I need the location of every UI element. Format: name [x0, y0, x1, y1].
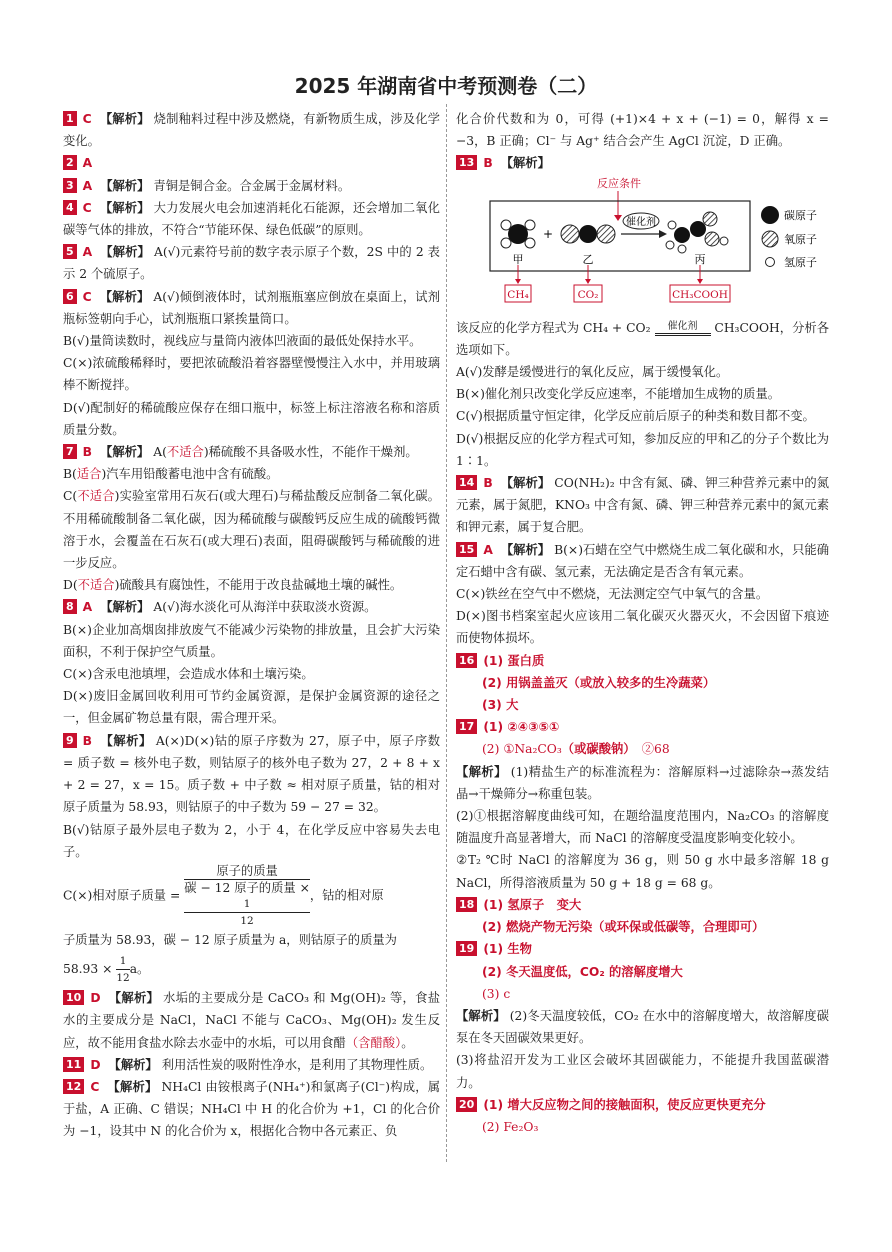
analysis-text: 利用活性炭的吸附性净水，是利用了其物理性质。	[161, 1057, 433, 1072]
formula-arrow-head-1	[515, 279, 521, 284]
fraction-denominator: 12	[116, 972, 130, 985]
answer-16-3	[456, 694, 829, 716]
question-number: 11	[63, 1057, 84, 1072]
option-text: )稀硫酸不具备吸水性，不能作干燥剂。	[203, 445, 418, 460]
answer-8-d: D(×)废旧金属回收利用可节约金属资源，是保护金属资源的途径之一，但金属矿物总量有限，需合理开采。	[63, 689, 440, 726]
catalyst-label: 催化剂	[626, 216, 656, 228]
question-number: 8	[63, 599, 77, 614]
answer-3	[63, 175, 440, 197]
answer-line-bold: （或碳酸钠）	[561, 742, 630, 757]
analysis-tag: 【解析】	[500, 155, 550, 171]
question-number: 19	[456, 941, 477, 956]
methane-molecule	[501, 220, 535, 248]
plus-sign-icon: +	[542, 226, 554, 241]
question-number: 16	[456, 653, 477, 668]
answer-17-p3: ②T₂ ℃时 NaCl 的溶解度为 36 g，则 50 g 水中最多溶解 18 g NaCl，所得溶液质量为 50 g + 18 g = 68 g。	[456, 853, 829, 890]
answer-2	[63, 152, 440, 174]
option-prefix: A(	[153, 445, 167, 460]
denominator-text: 碳 − 12 原子的质量 ×	[184, 880, 310, 895]
question-number: 4	[63, 200, 77, 215]
paren: ）	[395, 1035, 402, 1050]
analysis-tag: 【解析】	[99, 111, 150, 126]
answer-letter: C	[90, 1079, 100, 1094]
equation-arrow	[655, 321, 711, 336]
reactant-name-2: 乙	[582, 252, 594, 266]
option-verdict: 不适合	[77, 578, 115, 593]
period: 。	[401, 1035, 414, 1050]
legend-carbon: 碳原子	[784, 208, 817, 222]
answer-7-c	[63, 485, 440, 574]
analysis-text: A(√)倾倒液体时，试剂瓶瓶塞应倒放在桌面上，试剂瓶标签朝向手心，试剂瓶瓶口紧挨量筒口。	[63, 289, 440, 326]
equation-left: 该反应的化学方程式为 CH₄ + CO₂	[456, 320, 651, 335]
formula-label: C(×)相对原子质量 =	[63, 888, 181, 903]
answer-9	[63, 730, 440, 819]
answer-5	[63, 241, 440, 285]
legend-oxygen: 氧原子	[784, 232, 817, 246]
product-name: 丙	[694, 252, 706, 266]
answer-line: (3) 大	[482, 698, 519, 713]
answer-10	[63, 987, 440, 1054]
answer-line: (1) ②④③⑤①	[483, 720, 560, 735]
answer-1	[63, 108, 440, 152]
formula-arrow-head-2	[585, 279, 591, 284]
answer-19	[456, 938, 829, 960]
analysis-tag: 【解析】	[99, 199, 150, 215]
answer-letter: C	[82, 289, 92, 304]
answer-15	[456, 539, 829, 583]
answer-line: (2) 燃烧产物无污染（或环保或低碳等，合理即可）	[482, 920, 765, 935]
question-number: 15	[456, 542, 477, 557]
answer-12	[63, 1076, 440, 1143]
option-text: )实验室常用石灰石(或大理石)与稀盐酸反应制备二氧化碳。不用稀硫酸制备二氧化碳，因为稀硫酸与碳酸钙反应生成的硫酸钙微溶于水，会覆盖在石灰石(或大理石)表面，阻碍碳酸钙与稀硫酸的进一步反应。	[63, 489, 440, 571]
legend-hydrogen: 氢原子	[784, 255, 817, 269]
analysis-text: CO(NH₂)₂ 中含有氮、磷、钾三种营养元素中的氮元素，属于氮肥，KNO₃ 中含有氮、磷、钾三种营养元素中的氮元素和钾元素，属于复合肥。	[456, 476, 829, 535]
answer-7-d	[63, 574, 440, 596]
fraction	[184, 863, 310, 929]
question-number: 6	[63, 289, 77, 304]
question-number: 10	[63, 990, 84, 1005]
option-verdict: 不适合	[166, 445, 204, 460]
formula-2: CO₂	[577, 288, 599, 301]
answer-9-c-end	[63, 951, 440, 987]
analysis-tag: 【解析】	[100, 177, 150, 193]
answer-18-2	[456, 916, 829, 938]
answer-letter: D	[90, 991, 101, 1006]
answer-13-equation	[456, 317, 829, 361]
answer-letter: A	[82, 245, 93, 260]
analysis-tag: 【解析】	[99, 288, 150, 304]
answer-line: (2) 用锅盖盖灭（或放入较多的生冷蔬菜）	[482, 675, 716, 690]
oxygen-legend-icon	[762, 231, 778, 247]
question-number: 7	[63, 444, 77, 459]
reactant-name-1: 甲	[512, 252, 524, 266]
answer-line: (1) 生物	[483, 942, 532, 957]
question-number: 3	[63, 178, 77, 193]
answer-14	[456, 472, 829, 539]
analysis-text: 青铜是铜合金。合金属于金属材料。	[153, 178, 351, 193]
condition-arrow-head	[614, 215, 622, 221]
answer-12-cont: 化合价代数和为 0，可得 (+1)×4 + x + (−1) = 0，解得 x = −3，B 正确；Cl⁻ 与 Ag⁺ 结合会产生 AgCl 沉淀，D 正确。	[456, 112, 829, 149]
analysis-text: (1)精盐生产的标准流程为：溶解原料→过滤除杂→蒸发结晶→干燥筛分→称重包装。	[456, 764, 829, 801]
fraction-numerator: 1	[116, 953, 129, 970]
answer-line: (1) 氢原子 变大	[483, 897, 582, 912]
option-verdict: 适合	[76, 467, 102, 482]
answer-7	[63, 441, 440, 463]
answer-line: (2) ①Na₂CO₃	[482, 742, 562, 757]
analysis-text: NH₄Cl 由铵根离子(NH₄⁺)和氯离子(Cl⁻)构成，属于盐，A 正确、C 错误；NH₄Cl 中 H 的化合价为 +1，Cl 的化合价为 −1，设其中 N 的化合价为 x，根据化合物中各元素正、负	[63, 1079, 440, 1139]
carbon-legend-icon	[761, 206, 779, 224]
analysis-text: A(√)元素符号前的数字表示原子个数，2S 中的 2 表示 2 个硫原子。	[63, 245, 440, 282]
answer-19-analysis	[456, 1005, 829, 1049]
condition-label: 反应条件	[597, 176, 641, 190]
answer-letter: C	[82, 112, 92, 126]
equation-bar	[655, 333, 711, 336]
analysis-text: 烧制釉料过程中涉及燃烧，有新物质生成，涉及化学变化。	[63, 112, 440, 149]
answer-8-b: B(×)企业加高烟囱排放废气不能减少污染物的排放量，且会扩大污染面积，不利于保护空气质量。	[63, 622, 440, 659]
answer-letter: A	[82, 178, 93, 193]
answer-13-b: B(×)催化剂只改变化学反应速率，不能增加生成物的质量。	[456, 387, 781, 402]
column-divider	[446, 104, 447, 1162]
answer-17	[456, 716, 829, 738]
question-number: 20	[456, 1097, 477, 1112]
answer-6-b: B(√)量筒读数时，视线应与量筒内液体凹液面的最低处保持水平。	[63, 334, 422, 349]
answer-18	[456, 894, 829, 916]
answer-line: (3) c	[482, 986, 511, 1001]
red-note: 含醋酸	[358, 1035, 396, 1050]
answer-9-b: B(√)钴原子最外层电子数为 2，小于 4，在化学反应中容易失去电子。	[63, 822, 440, 859]
answer-line: (2) 冬天温度低，CO₂ 的溶解度增大	[482, 964, 683, 979]
answer-4	[63, 197, 440, 241]
analysis-tag: 【解析】	[107, 1078, 158, 1094]
answer-17-p2: (2)①根据溶解度曲线可知，在题给温度范围内，Na₂CO₃ 的溶解度随温度升高显著增大，而 NaCl 的溶解度受温度影响变化较小。	[456, 809, 829, 846]
question-number: 13	[456, 155, 477, 170]
question-number: 5	[63, 244, 77, 259]
answer-letter: B	[82, 733, 93, 748]
option-prefix: C(	[63, 489, 78, 504]
analysis-tag: 【解析】	[456, 1007, 506, 1023]
formula-tail: ，钴的相对原	[309, 888, 384, 903]
answer-line: (2) Fe₂O₃	[482, 1119, 539, 1134]
answer-13-d: D(√)根据反应的化学方程式可知，参加反应的甲和乙的分子个数比为 1∶1。	[456, 431, 829, 468]
analysis-tag: 【解析】	[108, 1056, 158, 1072]
equation-catalyst: 催化剂	[667, 320, 698, 332]
page-title: 2025 年湖南省中考预测卷（二）	[294, 74, 598, 98]
question-number: 14	[456, 475, 477, 490]
hydrogen-legend-icon	[766, 257, 775, 266]
analysis-tag: 【解析】	[100, 444, 150, 460]
answer-13-c: C(√)根据质量守恒定律，化学反应前后原子的种类和数目都不变。	[456, 409, 815, 424]
left-column	[63, 108, 440, 1143]
reaction-diagram-svg	[456, 177, 829, 315]
analysis-text: 大力发展火电会加速消耗化石能源，还会增加二氧化碳等气体的排放，不符合“节能环保、绿色低碳”的原则。	[63, 200, 440, 238]
paren: （	[345, 1035, 359, 1050]
answer-line: (1) 蛋白质	[483, 653, 545, 668]
answer-8	[63, 596, 440, 618]
analysis-text: B(×)石蜡在空气中燃烧生成二氧化碳和水，只能确定石蜡中含有碳、氢元素，无法确定是否含有氧元素。	[456, 542, 829, 579]
analysis-text: (2)冬天温度较低，CO₂ 在水中的溶解度增大，故溶解度碳泵在冬天固碳效果更好。	[456, 1008, 829, 1046]
answer-15-c: C(×)铁丝在空气中不燃烧，无法测定空气中氧气的含量。	[456, 587, 769, 602]
formula-1: CH₄	[507, 288, 529, 301]
answer-17-analysis	[456, 761, 829, 805]
formula-arrow-head-3	[697, 279, 703, 284]
answer-17-2	[456, 738, 829, 760]
question-number: 2	[63, 155, 77, 170]
answer-13-a: A(√)发酵是缓慢进行的氧化反应，属于缓慢氧化。	[456, 365, 729, 380]
answer-19-3	[456, 983, 829, 1005]
small-denominator: 12	[240, 914, 254, 927]
answer-19-2	[456, 961, 829, 983]
question-number: 9	[63, 733, 77, 748]
answer-16	[456, 650, 829, 672]
formula-tail: a。	[129, 962, 150, 977]
analysis-text: 水垢的主要成分是 CaCO₃ 和 Mg(OH)₂ 等，食盐水的主要成分是 NaCl，NaCl 不能与 CaCO₃、Mg(OH)₂ 发生反应，故不能用食盐水除去水壶中的水垢，可以用食醋	[63, 991, 440, 1050]
answer-13	[456, 152, 829, 174]
answer-letter: C	[82, 200, 92, 215]
answer-19-p2: (3)将盐沼开发为工业区会破坏其固碳能力，不能提升我国蓝碳潜力。	[456, 1053, 829, 1090]
answer-letter: B	[483, 476, 493, 491]
analysis-tag: 【解析】	[100, 732, 152, 748]
answer-letter: B	[483, 156, 493, 171]
analysis-tag: 【解析】	[456, 763, 507, 779]
option-text: )汽车用铅酸蓄电池中含有硫酸。	[101, 467, 279, 482]
answer-9-c-cont: 子质量为 58.93，碳 − 12 原子质量为 a，则钴原子的质量为	[63, 932, 397, 947]
answer-6-d: D(√)配制好的稀硫酸应保存在细口瓶中，标签上标注溶液名称和溶质质量分数。	[63, 400, 440, 437]
answer-7-b	[63, 463, 440, 485]
analysis-text: A(√)海水淡化可从海洋中获取淡水资源。	[153, 600, 377, 615]
analysis-tag: 【解析】	[500, 475, 551, 491]
option-prefix: B(	[63, 467, 77, 482]
answer-8-c: C(×)含汞电池填埋，会造成水体和土壤污染。	[63, 667, 314, 682]
answer-letter: B	[82, 445, 93, 460]
answer-line: (1) 增大反应物之间的接触面积，使反应更快更充分	[483, 1097, 766, 1112]
formula-3: CH₃COOH	[672, 288, 728, 301]
answer-line: ②68	[641, 742, 670, 757]
formula-text: 58.93 ×	[63, 962, 113, 977]
analysis-tag: 【解析】	[100, 599, 150, 615]
answer-letter: A	[82, 600, 93, 615]
answer-letter: A	[82, 156, 93, 171]
co2-molecule	[561, 225, 615, 243]
fraction	[116, 953, 129, 986]
answer-20	[456, 1094, 829, 1116]
reaction-arrow-head	[659, 230, 667, 238]
answer-letter: A	[483, 542, 493, 557]
question-number: 1	[63, 111, 77, 126]
analysis-tag: 【解析】	[100, 244, 150, 260]
option-verdict: 不适合	[77, 489, 115, 504]
right-column	[456, 108, 829, 1138]
fraction-denominator	[184, 880, 310, 929]
analysis-tag: 【解析】	[108, 990, 160, 1006]
fraction-numerator: 原子的质量	[184, 863, 310, 880]
answer-6-c: C(×)浓硫酸稀释时，要把浓硫酸沿着容器壁慢慢注入水中，并用玻璃棒不断搅拌。	[63, 356, 440, 393]
acetic-acid-molecule	[666, 212, 728, 253]
answer-16-2	[456, 672, 829, 694]
question-number: 12	[63, 1079, 84, 1094]
answer-6	[63, 286, 440, 330]
answer-9-c	[63, 863, 440, 929]
option-text: )硫酸具有腐蚀性，不能用于改良盐碱地土壤的碱性。	[114, 578, 403, 593]
question-number: 18	[456, 897, 477, 912]
equation-right: CH₃COOH，分析各选项如下。	[456, 320, 829, 357]
answer-20-2	[456, 1116, 829, 1138]
reaction-diagram	[456, 177, 829, 315]
analysis-tag: 【解析】	[500, 541, 551, 557]
small-numerator: 1	[184, 896, 310, 913]
answer-11	[63, 1054, 440, 1076]
answer-15-d: D(×)图书档案室起火应该用二氧化碳灭火器灭火，不会因留下痕迹而使物体损坏。	[456, 609, 829, 646]
question-number: 17	[456, 719, 477, 734]
analysis-text: A(×)D(×)钴的原子序数为 27，原子中，原子序数 = 质子数 = 核外电子数，则钴原子的核外电子数为 27，2 + 8 + x + 2 = 27，x = 15。质子数 + 中子数 ≈ 相对原子质量，钴的相对原子质量为 58.93，则钴原子的中子数为 59 − 27 = 32。	[63, 733, 440, 815]
answer-letter: D	[90, 1057, 101, 1072]
option-prefix: D(	[63, 578, 78, 593]
